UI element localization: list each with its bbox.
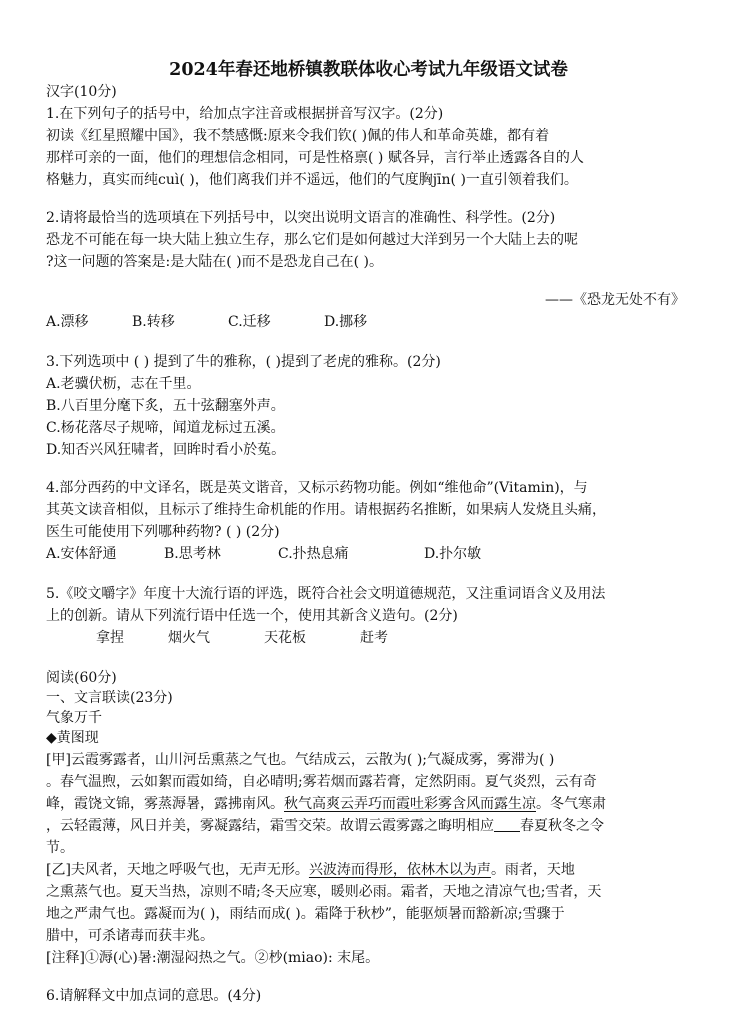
annotation-note: [注释]①溽(心)暑:潮湿闷热之气。②杪(miao): 末尾。 [46, 950, 380, 966]
yi-underlined-sentence: 兴波涛而得形，依林木以为声 [308, 862, 491, 878]
q2-line-1: 恐龙不可能在每一块大陆上独立生存，那么它们是如何越过大洋到另一个大陆上去的呢 [46, 232, 578, 248]
jia-line-4-text: ，云轻霞薄，风日并美，雾凝露结，霜雪交荣。故谓云霞雾露之晦明相应 [46, 818, 494, 834]
jia-line-3-end: 。冬气寒肃 [536, 796, 606, 812]
q1-line-2: 那样可亲的一面，他们的理想信念相同，可是性格禀( ) 赋各异，言行举止透露各自的人 [46, 150, 584, 166]
q5-word-3: 天花板 [264, 630, 306, 646]
jia-line-5: 节。 [46, 840, 74, 856]
q2-source: ——《恐龙无处不有》 [545, 292, 685, 308]
q5-word-2: 烟火气 [168, 630, 210, 646]
q3-option-a: A.老骥伏枥，志在千里。 [46, 376, 201, 392]
fill-blank[interactable] [494, 817, 520, 832]
q1-line-3: 格魅力，真实而纯cuì( )，他们离我们并不遥远，他们的气度胸jīn( )一直引领着我们。 [46, 172, 578, 188]
yi-line-1 [46, 860, 575, 880]
q3-option-c: C.杨花落尽子规啼，闻道龙标过五溪。 [46, 420, 285, 436]
yi-line-1-end: 。雨者，天地 [490, 862, 575, 878]
q4-option-d: D.扑尔敏 [424, 546, 482, 562]
yi-line-4: 腊中，可杀诸毒而获丰兆。 [46, 928, 214, 944]
q4-line-1: 4.部分西药的中文译名，既是英文谐音，又标示药物功能。例如“维他命”(Vitamin)，与 [46, 480, 588, 496]
jia-underlined-sentence: 秋气高爽云弄巧而霞吐彩雾含风而露生凉 [284, 796, 536, 812]
q2-option-b: B.转移 [132, 314, 175, 330]
q5-word-1: 拿捏 [96, 630, 124, 646]
q2-line-2: ?这一问题的答案是:是大陆在( )而不是恐龙自己在( )。 [46, 254, 383, 270]
jia-line-4-end: 春夏秋冬之令 [520, 818, 604, 834]
jia-line-3 [46, 794, 606, 814]
passage-title: 气象万千 [46, 710, 102, 726]
q2-option-d: D.挪移 [324, 314, 368, 330]
q5-line-1: 5.《咬文嚼字》年度十大流行语的评选，既符合社会文明道德规范，又注重词语含义及用法 [46, 586, 606, 602]
passage-author: ◆黄图现 [46, 730, 99, 746]
yi-line-3: 地之严肃气也。露凝而为( )，雨结而成( )。霜降于秋杪”，能驱烦暑而豁新凉;雪骤于 [46, 906, 565, 922]
q4-options [46, 544, 481, 564]
q4-option-a: A.安体舒通 [46, 546, 117, 562]
exam-title: 2024年春还地桥镇教联体收心考试九年级语文试卷 [169, 60, 568, 80]
part1-heading: 一、文言联读(23分) [46, 690, 173, 706]
jia-line-4 [46, 816, 604, 836]
q4-option-c: C.扑热息痛 [278, 546, 349, 562]
q3-option-d: D.知否兴风狂啸者，回眸时看小於菟。 [46, 442, 286, 458]
jia-line-2: 。春气温煦，云如絮而霞如绮，自必晴明;雾若烟而露若膏，定然阴雨。夏气炎烈，云有奇 [46, 774, 597, 790]
q2-option-a: A.漂移 [46, 314, 89, 330]
q2-options [46, 312, 367, 332]
yi-line-2: 之熏蒸气也。夏天当热，凉则不晴;冬天应寒，暖则必雨。霜者，天地之清凉气也;雪者，天 [46, 884, 602, 900]
jia-line-3-text: 峰，霞饶文锦，雾蒸溽暑，露拂南风。 [46, 796, 284, 812]
section-hanzi-heading: 汉字(10分) [46, 84, 117, 100]
section-reading-heading: 阅读(60分) [46, 670, 117, 686]
q5-line-2: 上的创新。请从下列流行语中任选一个，使用其新含义造句。(2分) [46, 608, 458, 624]
q5-word-4: 赶考 [360, 630, 388, 646]
q4-line-3: 医生可能使用下列哪种药物? ( ) (2分) [46, 524, 280, 540]
yi-line-1-text: [乙]夫风者，天地之呼吸气也，无声无形。 [46, 862, 309, 878]
q5-words [96, 628, 388, 648]
q3-option-b: B.八百里分麾下炙，五十弦翻塞外声。 [46, 398, 285, 414]
q4-option-b: B.思考林 [164, 546, 221, 562]
q6-stem: 6.请解释文中加点词的意思。(4分) [46, 988, 262, 1004]
q2-stem: 2.请将最恰当的选项填在下列括号中，以突出说明文语言的准确性、科学性。(2分) [46, 210, 556, 226]
q1-line-1: 初读《红星照耀中国》，我不禁感慨:原来令我们钦( )佩的伟人和革命英雄，都有着 [46, 128, 550, 144]
q2-option-c: C.迁移 [228, 314, 271, 330]
jia-line-1: [甲]云霞雾露者，山川河岳熏蒸之气也。气结成云，云散为( );气凝成雾，雾滞为( ) [46, 752, 555, 768]
q1-stem: 1.在下列句子的括号中，给加点字注音或根据拼音写汉字。(2分) [46, 106, 444, 122]
q4-line-2: 其英文读音相似，且标示了维持生命机能的作用。请根据药名推断，如果病人发烧且头痛， [46, 502, 606, 518]
q3-stem: 3.下列选项中 ( ) 提到了牛的雅称，( )提到了老虎的雅称。(2分) [46, 354, 441, 370]
